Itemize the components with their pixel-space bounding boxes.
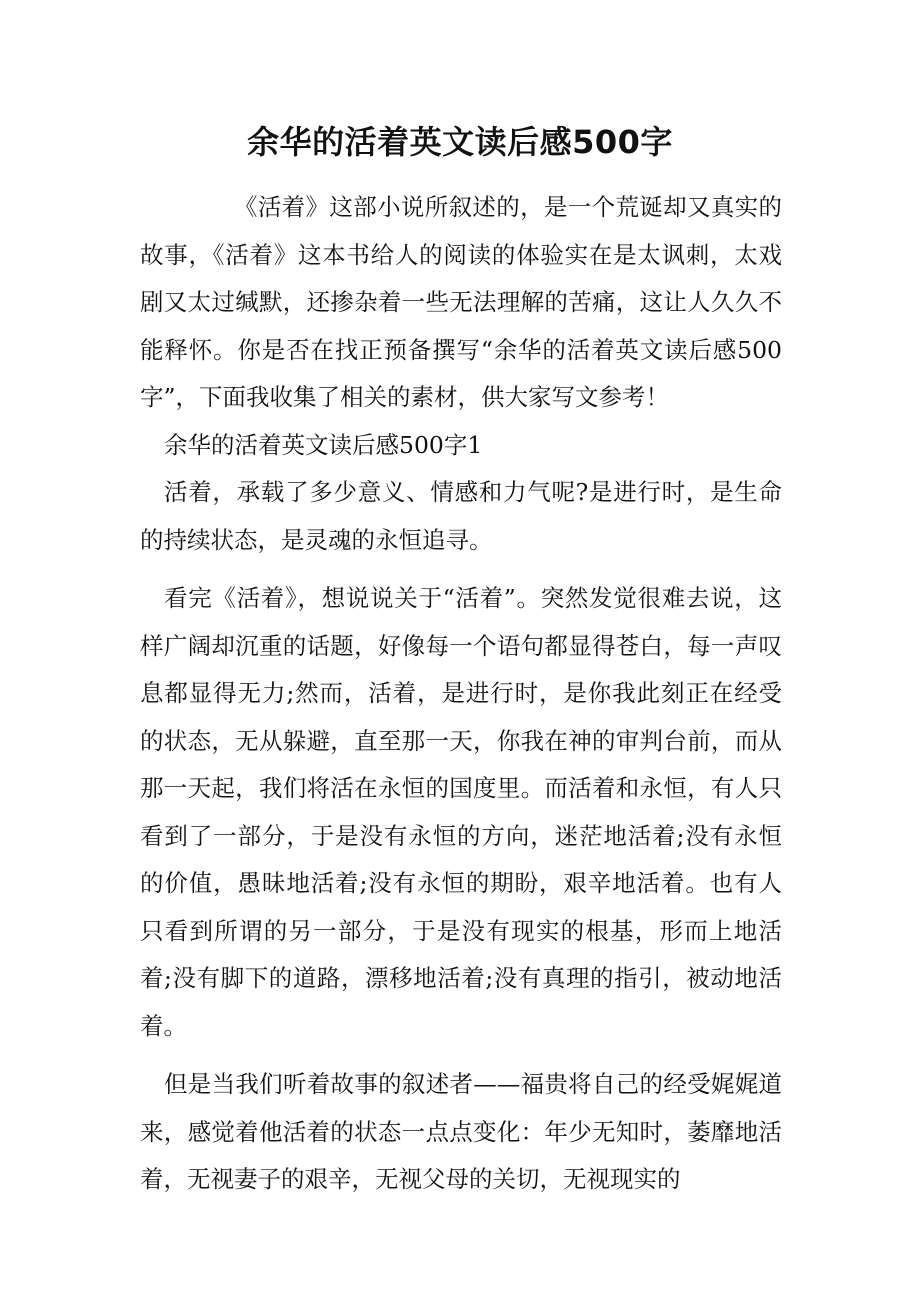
document-body [140, 184, 782, 1204]
body-paragraph: 但是当我们听着故事的叙述者——福贵将自己的经受娓娓道来，感觉着他活着的状态一点点变化：年少无知时，萎靡地活着，无视妻子的艰辛，无视父母的关切，无视现实的 [140, 1070, 782, 1193]
body-paragraph: 看完《活着》，想说说关于“活着”。突然发觉很难去说，这样广阔却沉重的话题，好像每一个语句都显得苍白，每一声叹息都显得无力;然而，活着，是进行时，是你我此刻正在经受的状态，无从躲避，直至那一天，你我在神的审判台前，而从那一天起，我们将活在永恒的国度里。而活着和永恒，有人只看到了一部分，于是没有永恒的方向，迷茫地活着;没有永恒的价值，愚昧地活着;没有永恒的期盼，艰辛地活着。也有人只看到所谓的另一部分，于是没有现实的根基，形而上地活着;没有脚下的道路，漂移地活着;没有真理的指引，被动地活着。 [140, 584, 782, 1040]
intro-paragraph: 《活着》这部小说所叙述的，是一个荒诞却又真实的故事，《活着》这本书给人的阅读的体验实在是太讽刺，太戏剧又太过缄默，还掺杂着一些无法理解的苦痛，这让人久久不能释怀。你是否在找正预备撰写“余华的活着英文读后感500字”，下面我收集了相关的素材，供大家写文参考！ [140, 193, 782, 411]
body-paragraph: 活着，承载了多少意义、情感和力气呢?是进行时，是生命的持续状态，是灵魂的永恒追寻。 [140, 478, 782, 554]
document-title: 余华的活着英文读后感500字 [247, 123, 673, 161]
section-heading: 余华的活着英文读后感500字1 [164, 430, 483, 459]
